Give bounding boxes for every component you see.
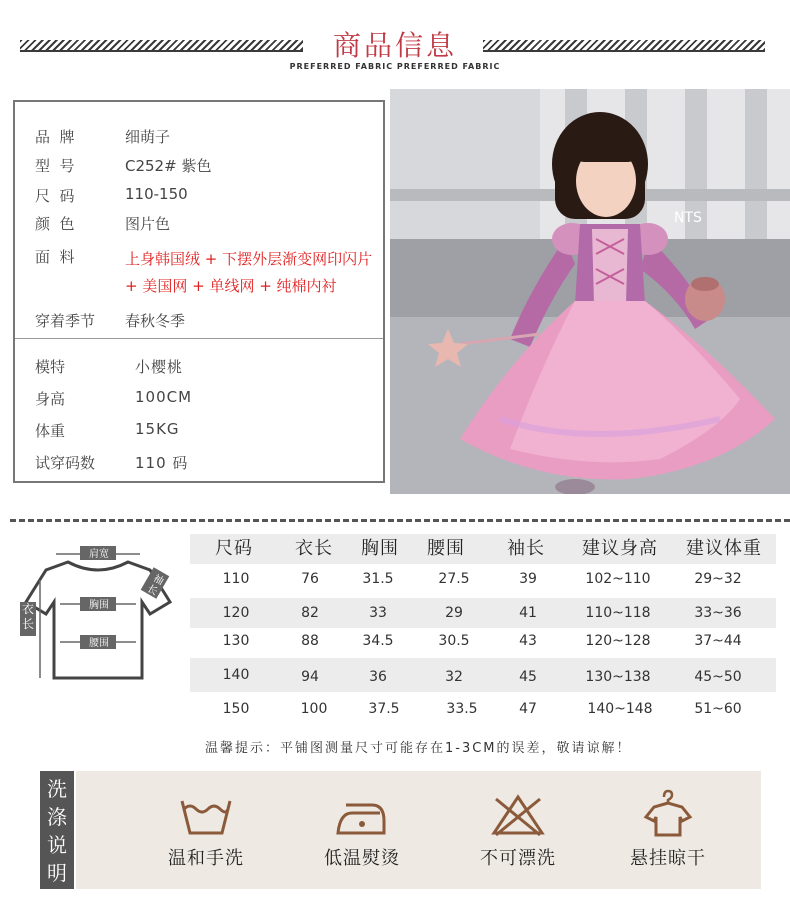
info-divider	[15, 338, 383, 339]
wash-label-hand-wash: 温和手洗	[168, 848, 244, 869]
section-divider	[10, 519, 790, 522]
model-name-value: 小樱桃	[135, 358, 184, 376]
page-subtitle: PREFERRED FABRIC PREFERRED FABRIC	[289, 62, 501, 71]
table-row	[190, 658, 776, 692]
cell-waist: 29	[445, 605, 463, 621]
page-title: 商品信息	[332, 29, 457, 62]
color-label: 颜 色	[35, 215, 75, 233]
header-length: 衣长	[295, 538, 333, 559]
product-info-box	[13, 100, 385, 483]
washing-label	[40, 771, 74, 889]
cell-sleeve: 43	[519, 633, 537, 649]
diagram-label-waist: 腰围	[89, 638, 109, 649]
header-size: 尺码	[215, 538, 253, 559]
no-bleach-icon	[488, 793, 548, 837]
cell-size: 120	[222, 605, 250, 621]
diagram-label-length: 衣长	[21, 602, 34, 631]
brand-value: 细萌子	[125, 128, 171, 146]
cell-chest: 37.5	[368, 701, 400, 717]
season-value: 春秋冬季	[125, 312, 186, 330]
measurement-tip: 温馨提示：平铺图测量尺寸可能存在1-3CM的误差，敬请谅解！	[205, 741, 632, 756]
header-weight: 建议体重	[686, 538, 762, 559]
background-sign-text: NTS	[674, 210, 702, 226]
washing-panel	[76, 771, 761, 889]
diagram-label-chest: 胸围	[89, 600, 109, 611]
model-height-row	[35, 388, 193, 409]
size-diagram	[18, 540, 178, 690]
cell-waist: 27.5	[438, 571, 470, 587]
cell-height: 102~110	[585, 571, 651, 587]
model-number-label: 型 号	[35, 157, 75, 175]
color-value: 图片色	[125, 215, 171, 233]
cell-waist: 32	[445, 669, 463, 685]
girl-in-dress-illustration	[390, 89, 790, 494]
product-photo	[390, 89, 790, 494]
table-row	[190, 694, 776, 724]
color-row	[35, 213, 171, 234]
cell-weight: 51~60	[694, 701, 742, 717]
cell-sleeve: 47	[519, 701, 537, 717]
cell-size: 110	[222, 571, 250, 587]
season-row	[35, 310, 186, 331]
model-height-label: 身高	[35, 390, 66, 408]
model-weight-label: 体重	[35, 422, 66, 440]
model-height-value: 100CM	[135, 388, 193, 406]
diagram-label-shoulder: 肩宽	[89, 549, 109, 560]
wash-label-no-bleach: 不可漂洗	[480, 848, 556, 869]
cell-waist: 33.5	[446, 701, 478, 717]
cell-sleeve: 45	[519, 669, 537, 685]
cell-length: 88	[301, 633, 319, 649]
cell-weight: 29~32	[694, 571, 742, 587]
tshirt-diagram-icon	[18, 540, 178, 690]
fabric-value: 上身韩国绒 + 下摆外层渐变网印闪片 + 美国网 + 单线网 + 纯棉内衬	[125, 250, 373, 295]
cell-chest: 34.5	[362, 633, 394, 649]
header-hatch-left	[20, 40, 303, 52]
size-range-value: 110-150	[125, 185, 188, 203]
model-weight-row	[35, 420, 180, 441]
diagram-label-sleeve: 袖长	[145, 573, 166, 599]
cell-weight: 37~44	[694, 633, 742, 649]
cell-size: 140	[222, 667, 250, 683]
cell-size: 130	[222, 633, 250, 649]
wash-item-low-iron	[292, 771, 432, 889]
fabric-label: 面 料	[35, 248, 75, 266]
header-height: 建议身高	[582, 538, 658, 559]
low-iron-icon	[332, 793, 392, 837]
model-tried-size-row	[35, 452, 189, 473]
header-waist: 腰围	[427, 538, 465, 559]
size-table-header	[190, 534, 776, 564]
model-name-row	[35, 356, 184, 377]
hang-dry-icon	[638, 787, 698, 837]
model-name-label: 模特	[35, 358, 66, 376]
cell-size: 150	[222, 701, 250, 717]
washing-label-text: 洗涤说明	[47, 777, 67, 885]
wash-item-hang-dry	[598, 771, 738, 889]
model-number-row	[35, 155, 212, 176]
cell-height: 140~148	[587, 701, 653, 717]
cell-length: 82	[301, 605, 319, 621]
season-label: 穿着季节	[35, 312, 96, 330]
cell-length: 94	[301, 669, 319, 685]
size-range-label: 尺 码	[35, 187, 75, 205]
table-row	[190, 626, 776, 656]
cell-chest: 33	[369, 605, 387, 621]
wash-label-low-iron: 低温熨烫	[324, 848, 400, 869]
size-range-row	[35, 185, 188, 206]
model-number-value: C252# 紫色	[125, 157, 212, 175]
model-tried-size-label: 试穿码数	[35, 454, 96, 472]
cell-weight: 45~50	[694, 669, 742, 685]
cell-height: 110~118	[585, 605, 651, 621]
cell-chest: 36	[369, 669, 387, 685]
table-row	[190, 564, 776, 594]
cell-weight: 33~36	[694, 605, 742, 621]
header-hatch-right	[483, 40, 765, 52]
header-sleeve: 袖长	[507, 538, 545, 559]
cell-length: 100	[300, 701, 328, 717]
cell-sleeve: 39	[519, 571, 537, 587]
cell-chest: 31.5	[362, 571, 394, 587]
hand-wash-icon	[176, 793, 236, 837]
cell-sleeve: 41	[519, 605, 537, 621]
model-weight-value: 15KG	[135, 420, 180, 438]
header-chest: 胸围	[361, 538, 399, 559]
cell-height: 120~128	[585, 633, 651, 649]
cell-height: 130~138	[585, 669, 651, 685]
brand-label: 品 牌	[35, 128, 75, 146]
cell-waist: 30.5	[438, 633, 470, 649]
brand-row	[35, 126, 171, 147]
wash-item-hand-wash	[136, 771, 276, 889]
wash-item-no-bleach	[448, 771, 588, 889]
fabric-row	[35, 246, 97, 267]
model-tried-size-value: 110 码	[135, 454, 189, 472]
cell-length: 76	[301, 571, 319, 587]
table-row	[190, 598, 776, 628]
wash-label-hang-dry: 悬挂晾干	[630, 848, 706, 869]
